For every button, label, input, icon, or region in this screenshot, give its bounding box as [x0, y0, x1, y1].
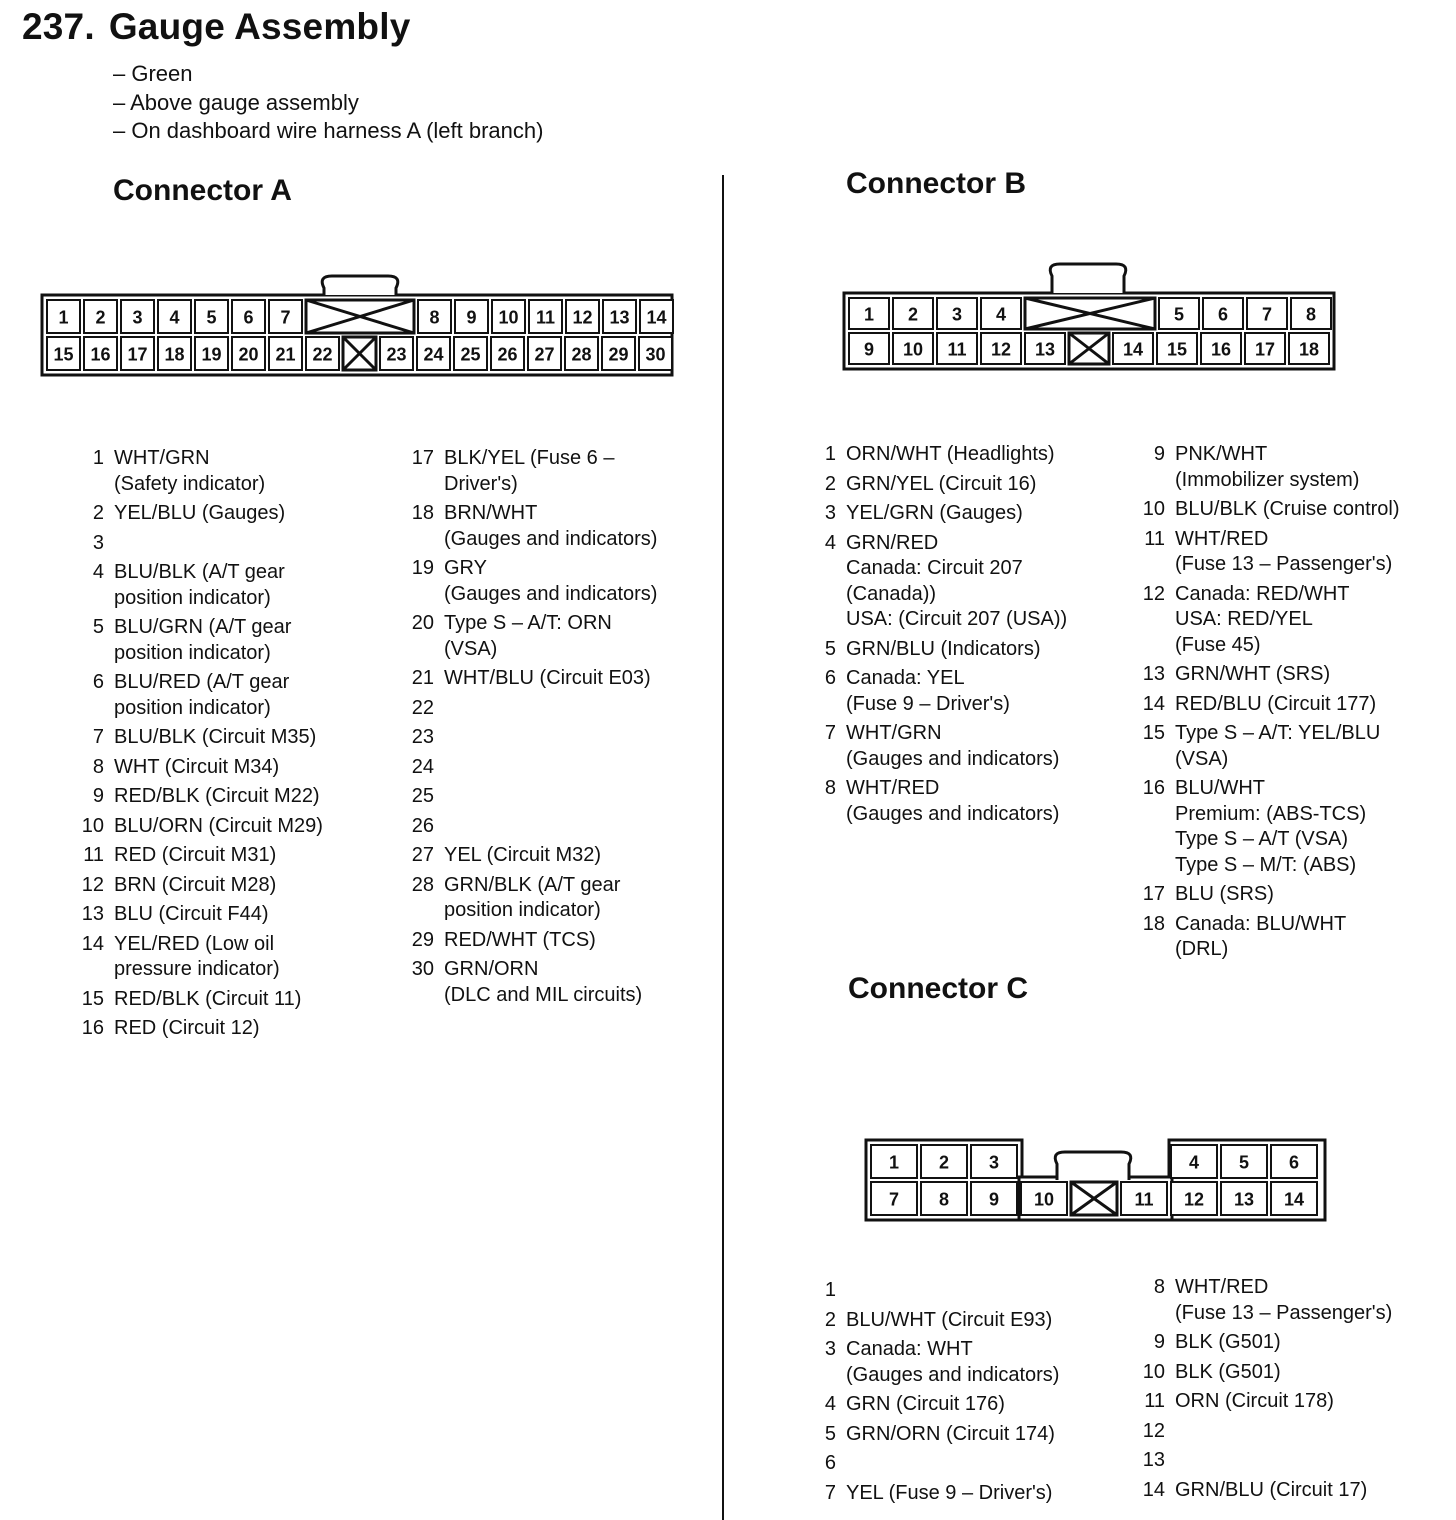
pin-number: 2	[824, 1308, 836, 1331]
pin-entry	[80, 615, 323, 666]
wire-description: pressure indicator)	[114, 958, 280, 980]
wire-description: YEL/BLU (Gauges)	[114, 502, 286, 524]
pin-label: 13	[1034, 339, 1056, 360]
wire-description: WHT/BLU (Circuit E03)	[444, 667, 651, 689]
connector-b-pinlist-col2	[1141, 442, 1400, 967]
pin-number: 7	[824, 722, 836, 744]
pin-entry	[80, 560, 323, 611]
pin-number: 22	[411, 696, 434, 719]
pin-label: 4	[995, 304, 1007, 325]
wire-description: (Fuse 13 – Passenger's)	[1175, 1301, 1393, 1324]
wire-description	[1175, 1448, 1392, 1474]
pin-number: 4	[824, 1393, 836, 1415]
wire-description: GRN/WHT (SRS)	[1175, 663, 1331, 685]
pin-number: 30	[411, 958, 434, 980]
pin-number: 11	[1144, 1390, 1165, 1412]
pin-number: 14	[81, 932, 104, 955]
pin-number: 4	[824, 531, 836, 554]
pin-number: 23	[411, 726, 434, 748]
wire-description: BRN (Circuit M28)	[114, 873, 277, 896]
pin-number: 4	[92, 561, 104, 583]
pin-entry	[80, 446, 323, 497]
pin-label: 13	[1233, 1189, 1255, 1210]
pin-label: 3	[988, 1152, 1000, 1173]
pin-number: 17	[411, 447, 434, 469]
pin-number: 29	[411, 928, 434, 951]
pin-entry	[410, 666, 657, 692]
connector-latch	[1055, 1152, 1131, 1180]
wire-description: RED/WHT (TCS)	[444, 928, 596, 951]
wire-description: position indicator)	[114, 696, 271, 719]
pin-entry	[410, 755, 657, 781]
pin-label: 8	[1305, 304, 1317, 325]
wire-description: (DRL)	[1175, 938, 1229, 960]
pin-number: 12	[81, 873, 104, 896]
pin-entry	[812, 637, 1067, 663]
pin-number: 12	[1142, 1419, 1165, 1442]
pin-number: 6	[824, 667, 836, 689]
wire-description: (Gauges and indicators)	[444, 527, 658, 550]
pin-entry	[1141, 882, 1400, 908]
wire-description: Type S – M/T: (ABS)	[1175, 853, 1357, 876]
pin-label: 18	[1298, 339, 1320, 360]
wire-description: (VSA)	[444, 637, 498, 660]
wire-description: position indicator)	[114, 586, 271, 609]
pin-number: 3	[92, 531, 104, 554]
pin-number: 11	[1144, 527, 1165, 550]
pin-label: 23	[386, 344, 407, 365]
pin-entry	[80, 784, 323, 810]
pin-number: 13	[1142, 1449, 1165, 1471]
pin-number: 14	[1142, 692, 1165, 715]
wire-description: RED/BLU (Circuit 177)	[1175, 692, 1377, 715]
pin-label: 17	[127, 344, 148, 365]
pin-label: 11	[535, 307, 556, 328]
pin-entry	[410, 843, 657, 869]
connector-c-pinlist-col1	[812, 1278, 1059, 1510]
title-text: Gauge Assembly	[108, 6, 411, 47]
pin-label: 14	[1283, 1189, 1305, 1210]
wire-description: position indicator)	[114, 641, 271, 664]
pin-label: 11	[947, 339, 967, 360]
pin-number: 1	[824, 1279, 836, 1301]
pin-label: 16	[1210, 339, 1232, 360]
pin-entry	[80, 873, 323, 899]
wire-description: RED/BLK (Circuit 11)	[114, 987, 302, 1010]
pin-number: 28	[411, 873, 434, 896]
pin-number: 14	[1142, 1478, 1165, 1501]
wire-description: (Canada))	[846, 582, 937, 605]
pin-entry	[80, 902, 323, 928]
wire-description: Type S – A/T (VSA)	[1175, 828, 1349, 850]
wire-description: BLK (G501)	[1175, 1360, 1281, 1383]
pin-entry	[410, 928, 657, 954]
wire-description: WHT (Circuit M34)	[114, 755, 280, 778]
pin-label: 15	[53, 344, 74, 365]
wire-description	[444, 696, 657, 722]
wire-description	[444, 755, 657, 781]
wire-description: Premium: (ABS-TCS)	[1175, 802, 1367, 825]
pin-label: 1	[888, 1152, 900, 1173]
wire-description: USA: (Circuit 207 (USA))	[846, 608, 1068, 630]
wire-description: GRN/YEL (Circuit 16)	[846, 472, 1037, 495]
pin-label: 5	[206, 307, 217, 328]
wire-description: YEL/GRN (Gauges)	[846, 502, 1023, 524]
pin-label: 5	[1238, 1152, 1250, 1173]
pin-entry	[410, 725, 657, 751]
wire-description: (Gauges and indicators)	[846, 802, 1060, 825]
wire-description: (Gauges and indicators)	[846, 1363, 1060, 1386]
wire-description: Canada: RED/WHT	[1175, 582, 1350, 605]
connector-latch	[322, 276, 398, 295]
pin-entry	[1141, 721, 1400, 772]
wire-description: Canada: YEL	[846, 667, 965, 689]
pin-label: 8	[429, 307, 440, 328]
pin-number: 10	[81, 814, 104, 837]
pin-number: 8	[92, 755, 104, 778]
pin-label: 10	[498, 307, 519, 328]
pin-number: 18	[411, 502, 434, 524]
pin-entry	[410, 784, 657, 810]
wire-description	[846, 1278, 1059, 1304]
wire-description: USA: RED/YEL	[1175, 608, 1313, 630]
wire-description: GRN/ORN	[444, 958, 539, 980]
note-harness: – On dashboard wire harness A (left branch)	[113, 118, 544, 143]
pin-number: 16	[81, 1017, 104, 1039]
pin-number: 25	[411, 785, 434, 807]
connector-b-heading: Connector B	[846, 167, 1026, 200]
wire-description: BRN/WHT	[444, 502, 538, 524]
wire-description	[444, 725, 657, 751]
wire-description: WHT/GRN	[846, 722, 942, 744]
pin-label: 30	[645, 344, 666, 365]
pin-label: 9	[988, 1189, 1000, 1210]
pin-entry	[812, 1481, 1059, 1507]
pin-entry	[410, 696, 657, 722]
pin-number: 19	[411, 557, 434, 579]
pin-number: 8	[824, 777, 836, 799]
pin-label: 12	[1183, 1189, 1205, 1210]
pin-label: 1	[58, 307, 69, 328]
wire-description	[444, 784, 657, 810]
pin-number: 8	[1153, 1276, 1165, 1298]
wire-description: Canada: Circuit 207	[846, 557, 1023, 579]
wire-description: WHT/GRN	[114, 447, 210, 469]
pin-entry	[1141, 776, 1400, 878]
wire-description: Driver's)	[444, 472, 518, 495]
wire-description: Canada: BLU/WHT	[1175, 912, 1347, 935]
pin-label: 17	[1254, 339, 1276, 360]
pin-entry	[410, 611, 657, 662]
pin-number: 2	[824, 472, 836, 495]
pin-number: 3	[824, 502, 836, 524]
pin-entry	[80, 501, 323, 527]
pin-number: 2	[92, 502, 104, 524]
wire-description: YEL (Fuse 9 – Driver's)	[846, 1481, 1053, 1504]
pin-number: 12	[1142, 582, 1165, 605]
pin-entry	[812, 1392, 1059, 1418]
pin-label: 12	[990, 339, 1012, 360]
pin-entry	[410, 957, 657, 1008]
pin-number: 7	[92, 726, 104, 748]
wire-description: GRN/BLU (Circuit 17)	[1175, 1478, 1368, 1501]
pin-entry	[410, 556, 657, 607]
pin-number: 13	[1142, 663, 1165, 685]
wire-description: RED/BLK (Circuit M22)	[114, 785, 320, 807]
pin-number: 9	[1153, 443, 1165, 465]
wire-description: BLU/BLK (Cruise control)	[1175, 498, 1400, 520]
pin-number: 15	[1142, 722, 1165, 744]
pin-number: 5	[824, 1422, 836, 1445]
pin-label: 19	[201, 344, 222, 365]
wire-description: BLU (Circuit F44)	[114, 903, 269, 925]
pin-label: 10	[902, 339, 924, 360]
wire-description	[846, 1451, 1059, 1477]
wire-description: BLU/WHT	[1175, 777, 1265, 799]
pin-label: 5	[1173, 304, 1185, 325]
pin-label: 7	[888, 1189, 900, 1210]
pin-label: 27	[534, 344, 555, 365]
pin-entry	[80, 987, 323, 1013]
pin-number: 5	[824, 637, 836, 660]
pin-number: 9	[1153, 1331, 1165, 1353]
pin-label: 22	[312, 344, 333, 365]
pin-entry	[80, 755, 323, 781]
wire-description: YEL/RED (Low oil	[114, 932, 275, 955]
connector-c-heading: Connector C	[848, 972, 1028, 1005]
wire-description: Type S – A/T: ORN	[444, 612, 612, 634]
connector-c-pinlist-col2	[1141, 1275, 1392, 1507]
pin-entry	[1141, 527, 1400, 578]
pin-number: 16	[1142, 777, 1165, 799]
wire-description: (Gauges and indicators)	[444, 582, 658, 605]
pin-label: 14	[1122, 339, 1144, 360]
pin-entry	[410, 814, 657, 840]
wire-description: BLU/ORN (Circuit M29)	[114, 814, 323, 837]
pin-entry	[1141, 442, 1400, 493]
note-position: – Above gauge assembly	[113, 89, 359, 115]
connector-a-pinlist-col1	[80, 446, 323, 1046]
pin-label: 13	[609, 307, 630, 328]
connector-latch	[1050, 264, 1126, 293]
wire-description: RED (Circuit 12)	[114, 1017, 260, 1039]
pin-entry	[812, 501, 1067, 527]
wire-description: WHT/RED	[1175, 527, 1269, 550]
title-number: 237.	[22, 6, 95, 47]
pin-entry	[410, 501, 657, 552]
wire-description: BLU/GRN (A/T gear	[114, 616, 292, 638]
pin-label: 25	[460, 344, 481, 365]
wire-description: BLU (SRS)	[1175, 883, 1274, 905]
pin-label: 6	[1217, 304, 1229, 325]
pin-label: 2	[938, 1152, 950, 1173]
pin-entry	[812, 1278, 1059, 1304]
pin-number: 27	[411, 844, 434, 866]
wire-description: GRY	[444, 557, 487, 579]
pin-entry	[1141, 1275, 1392, 1326]
wire-description: YEL (Circuit M32)	[444, 844, 602, 866]
pin-label: 4	[1188, 1152, 1200, 1173]
wire-description: WHT/RED	[846, 777, 940, 799]
wire-description: RED (Circuit M31)	[114, 844, 277, 866]
pin-entry	[812, 1422, 1059, 1448]
pin-entry	[812, 721, 1067, 772]
pin-entry	[1141, 912, 1400, 963]
pin-number: 7	[824, 1481, 836, 1504]
connector-a-heading: Connector A	[113, 174, 292, 207]
wire-description: ORN/WHT (Headlights)	[846, 443, 1055, 465]
pin-number: 6	[824, 1452, 836, 1474]
wire-description: (Gauges and indicators)	[846, 747, 1060, 770]
pin-label: 16	[90, 344, 111, 365]
pin-label: 3	[132, 307, 143, 328]
pin-label: 12	[572, 307, 593, 328]
pin-label: 6	[243, 307, 254, 328]
pin-label: 20	[238, 344, 259, 365]
pin-entry	[1141, 1389, 1392, 1415]
pin-label: 10	[1033, 1189, 1055, 1210]
connector-b-pinlist-col1	[812, 442, 1067, 831]
wire-description: GRN/ORN (Circuit 174)	[846, 1422, 1055, 1445]
pin-label: 2	[95, 307, 106, 328]
wire-description: BLU/BLK (A/T gear	[114, 561, 285, 583]
pin-number: 1	[92, 447, 104, 469]
wire-description: (Safety indicator)	[114, 472, 266, 495]
wire-description: (Fuse 45)	[1175, 633, 1261, 656]
wire-description: (VSA)	[1175, 747, 1229, 770]
pin-number: 18	[1142, 912, 1165, 935]
pin-entry	[812, 442, 1067, 468]
pin-label: 3	[951, 304, 963, 325]
pin-number: 17	[1142, 883, 1165, 905]
wire-description: ORN (Circuit 178)	[1175, 1390, 1334, 1412]
pin-number: 5	[92, 616, 104, 638]
pin-entry	[1141, 1478, 1392, 1504]
pin-number: 24	[411, 755, 434, 778]
pin-number: 11	[83, 844, 104, 866]
pin-label: 4	[169, 307, 180, 328]
wire-description: (Fuse 13 – Passenger's)	[1175, 553, 1393, 575]
wire-description: GRN/BLK (A/T gear	[444, 873, 621, 896]
pin-entry	[80, 932, 323, 983]
pin-entry	[1141, 692, 1400, 718]
pin-label: 9	[863, 339, 875, 360]
pin-label: 9	[466, 307, 477, 328]
pin-entry	[1141, 1360, 1392, 1386]
pin-label: 29	[608, 344, 629, 365]
pin-number: 9	[92, 785, 104, 807]
wire-description: Type S – A/T: YEL/BLU	[1175, 722, 1381, 744]
pin-number: 6	[92, 671, 104, 693]
pin-entry	[80, 1016, 323, 1042]
wire-description: BLK/YEL (Fuse 6 –	[444, 447, 615, 469]
wire-description: position indicator)	[444, 899, 601, 921]
wire-description: (Immobilizer system)	[1175, 468, 1360, 491]
pin-entry	[812, 472, 1067, 498]
pin-entry	[812, 1337, 1059, 1388]
wire-description: BLU/WHT (Circuit E93)	[846, 1308, 1053, 1331]
pin-entry	[812, 531, 1067, 633]
pin-entry	[410, 446, 657, 497]
pin-label: 28	[571, 344, 592, 365]
pin-label: 2	[907, 304, 919, 325]
pin-label: 6	[1288, 1152, 1300, 1173]
pin-entry	[812, 666, 1067, 717]
pin-entry	[80, 531, 323, 557]
pin-number: 26	[411, 814, 434, 837]
pin-label: 21	[275, 344, 296, 365]
pin-entry	[812, 1451, 1059, 1477]
wire-description: (DLC and MIL circuits)	[444, 983, 643, 1006]
pin-label: 8	[938, 1189, 950, 1210]
pin-entry	[1141, 582, 1400, 659]
pin-number: 10	[1142, 1360, 1165, 1383]
pin-number: 21	[411, 667, 434, 689]
pin-entry	[1141, 1330, 1392, 1356]
pin-label: 7	[1261, 304, 1273, 325]
pin-entry	[1141, 1419, 1392, 1445]
pin-entry	[812, 776, 1067, 827]
pin-number: 10	[1142, 498, 1165, 520]
pin-entry	[410, 873, 657, 924]
pin-entry	[1141, 662, 1400, 688]
pin-entry	[1141, 497, 1400, 523]
pin-entry	[1141, 1448, 1392, 1474]
wire-description: GRN/RED	[846, 531, 939, 554]
pin-number: 13	[81, 903, 104, 925]
pin-number: 15	[81, 987, 104, 1010]
wire-description: BLU/BLK (Circuit M35)	[114, 726, 317, 748]
wire-description: (Fuse 9 – Driver's)	[846, 692, 1010, 715]
pin-entry	[80, 843, 323, 869]
pin-entry	[80, 725, 323, 751]
note-color: – Green	[113, 61, 193, 86]
wire-description: Canada: WHT	[846, 1338, 973, 1360]
wire-description: WHT/RED	[1175, 1276, 1269, 1298]
pin-entry	[80, 814, 323, 840]
pin-number: 1	[824, 443, 836, 465]
pin-label: 24	[423, 344, 444, 365]
wire-description: GRN/BLU (Indicators)	[846, 637, 1041, 660]
wire-description: BLK (G501)	[1175, 1331, 1281, 1353]
pin-number: 3	[824, 1338, 836, 1360]
pin-label: 1	[863, 304, 875, 325]
wire-description	[114, 531, 323, 557]
wire-description	[1175, 1419, 1392, 1445]
wire-description: GRN (Circuit 176)	[846, 1393, 1005, 1415]
pin-label: 15	[1166, 339, 1188, 360]
pin-entry	[812, 1308, 1059, 1334]
pin-number: 20	[411, 612, 434, 634]
pin-entry	[80, 670, 323, 721]
wire-description: BLU/RED (A/T gear	[114, 671, 290, 693]
connector-a-pinlist-col2	[410, 446, 657, 1012]
pin-label: 18	[164, 344, 185, 365]
wire-description	[444, 814, 657, 840]
pin-label: 11	[1134, 1189, 1154, 1210]
pin-label: 7	[280, 307, 291, 328]
pin-label: 14	[646, 307, 667, 328]
pin-label: 26	[497, 344, 518, 365]
wire-description: PNK/WHT	[1175, 443, 1268, 465]
